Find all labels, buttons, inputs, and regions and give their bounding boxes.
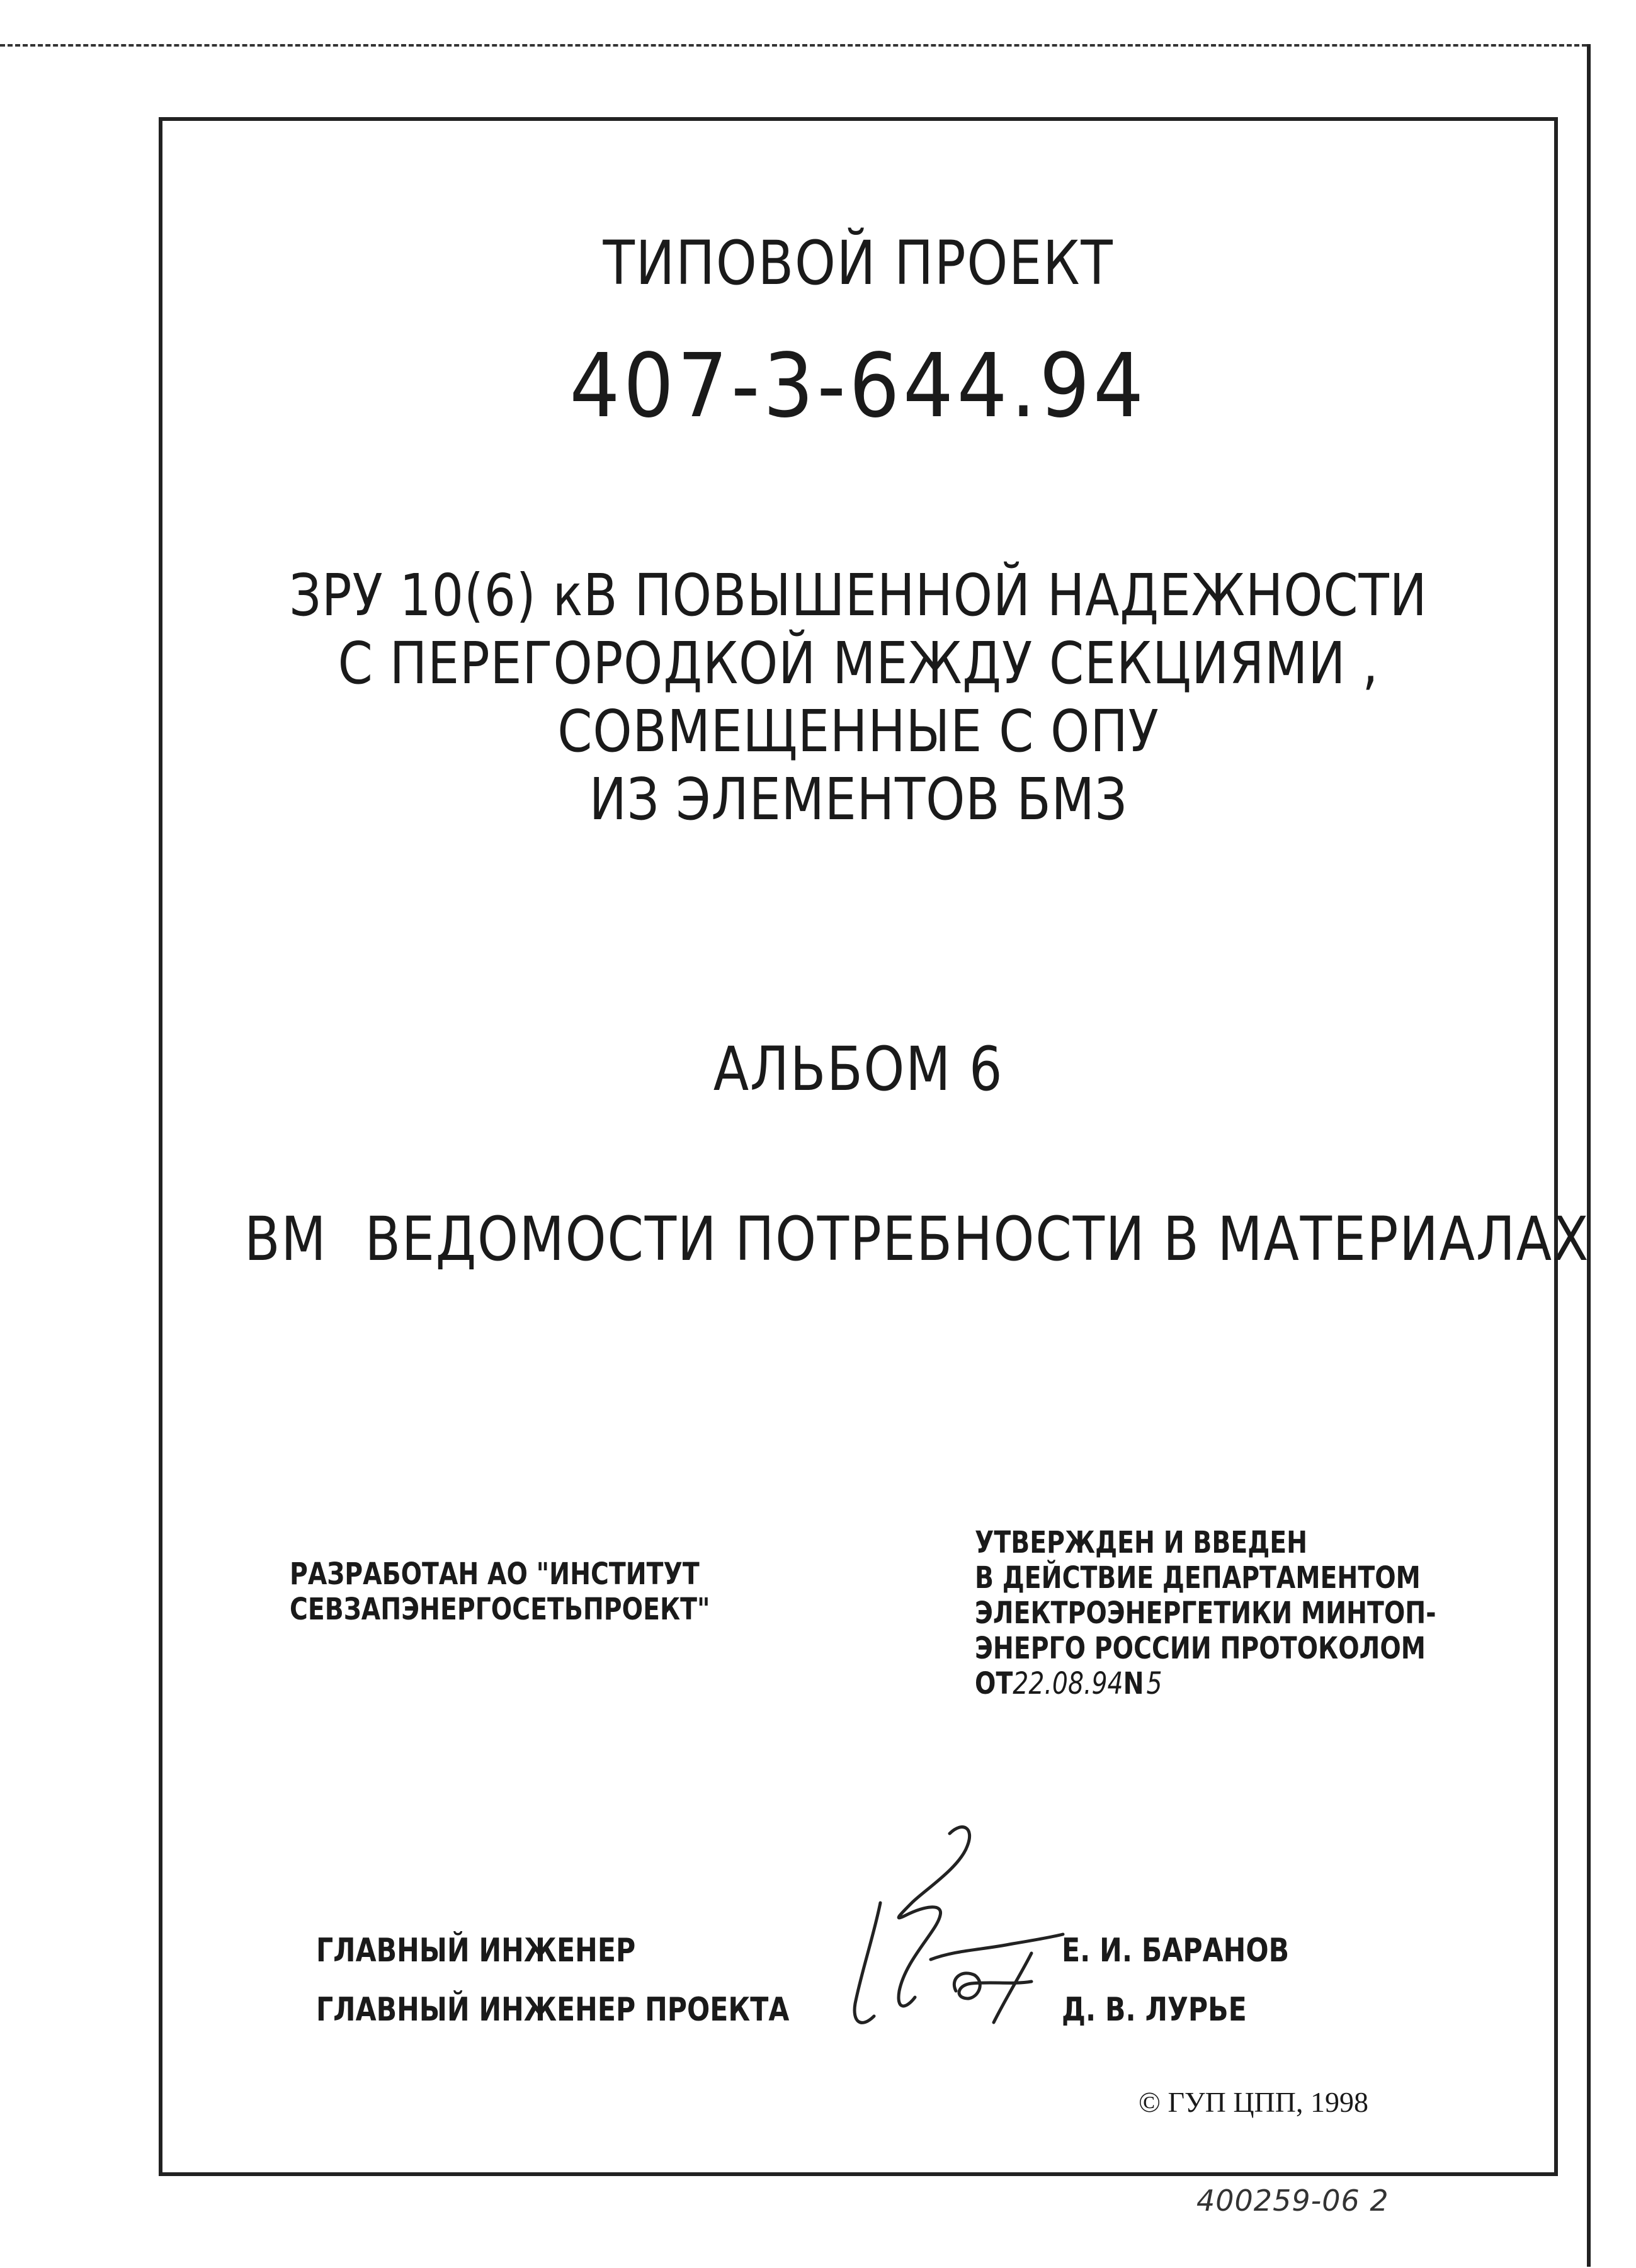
- name-chief-engineer: Е. И. БАРАНОВ: [1062, 1932, 1290, 1970]
- project-title: [162, 562, 1554, 834]
- title-page-frame: [159, 117, 1590, 2176]
- role-chief-project-engineer: ГЛАВНЫЙ ИНЖЕНЕР ПРОЕКТА: [316, 1991, 790, 2029]
- right-margin-rule: [1587, 44, 1591, 2267]
- copyright-notice: © ГУП ЦПП, 1998: [1139, 2086, 1368, 2118]
- approved-date-line: [975, 1666, 1436, 1701]
- developed-by-line-1: РАЗРАБОТАН АО "ИНСТИТУТ: [290, 1556, 700, 1592]
- developed-by-line-2: СЕВЗАПЭНЕРГОСЕТЬПРОЕКТ": [290, 1592, 710, 1627]
- section-heading: [244, 1204, 1589, 1274]
- approval-date: 22.08.94: [1013, 1666, 1123, 1701]
- number-prefix: N: [1123, 1666, 1144, 1701]
- handwritten-signature: [805, 1808, 1082, 2060]
- section-name: ВЕДОМОСТИ ПОТРЕБНОСТИ В МАТЕРИАЛАХ: [365, 1204, 1590, 1274]
- section-code: ВМ: [244, 1204, 327, 1274]
- date-prefix: ОТ: [975, 1666, 1013, 1701]
- album-label: АЛЬБОМ 6: [713, 1034, 1004, 1104]
- name-chief-project-engineer: Д. В. ЛУРЬЕ: [1062, 1991, 1247, 2029]
- protocol-number: 5: [1146, 1666, 1162, 1701]
- title-line-1: ЗРУ 10(6) кВ ПОВЫШЕННОЙ НАДЕЖНОСТИ: [289, 562, 1428, 629]
- approved-line-4: ЭНЕРГО РОССИИ ПРОТОКОЛОМ: [975, 1631, 1426, 1666]
- project-label: ТИПОВОЙ ПРОЕКТ: [603, 228, 1114, 298]
- title-line-2: С ПЕРЕГОРОДКОЙ МЕЖДУ СЕКЦИЯМИ ,: [338, 630, 1379, 697]
- role-chief-engineer: ГЛАВНЫЙ ИНЖЕНЕР: [316, 1932, 636, 1970]
- approved-line-3: ЭЛЕКТРОЭНЕРГЕТИКИ МИНТОП-: [975, 1596, 1436, 1631]
- approved-line-2: В ДЕЙСТВИЕ ДЕПАРТАМЕНТОМ: [975, 1560, 1421, 1596]
- approved-line-1: УТВЕРЖДЕН И ВВЕДЕН: [975, 1525, 1308, 1560]
- project-number: 407-3-644.94: [569, 335, 1147, 438]
- approved-by-block: [975, 1525, 1436, 1701]
- top-dashed-rule: [0, 44, 1587, 47]
- developed-by-block: [290, 1556, 710, 1627]
- title-line-4: ИЗ ЭЛЕМЕНТОВ БМЗ: [589, 766, 1128, 833]
- inventory-stamp: 400259-06 2: [1196, 2184, 1389, 2218]
- title-line-3: СОВМЕЩЕННЫЕ С ОПУ: [557, 698, 1159, 765]
